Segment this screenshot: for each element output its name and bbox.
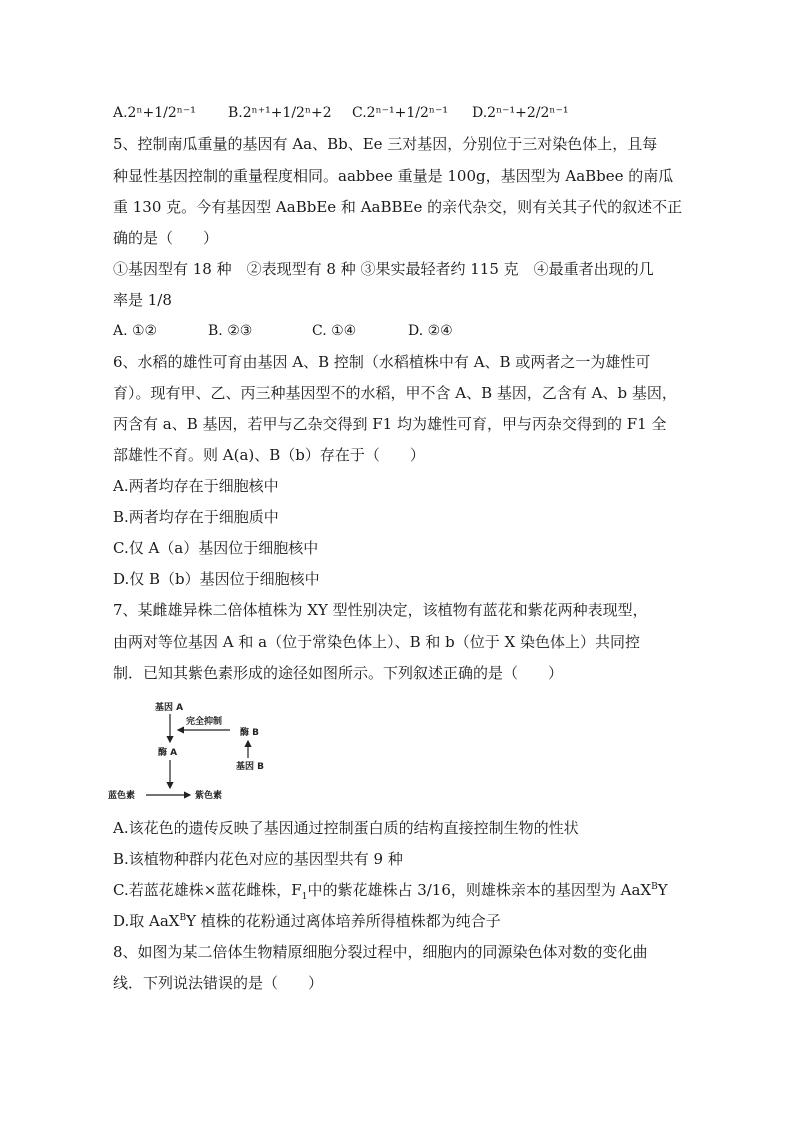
q7-option-a: A.该花色的遗传反映了基因通过控制蛋白质的结构直接控制生物的性状 — [113, 819, 579, 837]
q6-option-b: B.两者均存在于细胞质中 — [113, 508, 279, 526]
q5-line-6: 率是 1/8 — [113, 291, 172, 309]
q4-option-c: C.2ⁿ⁻¹+1/2ⁿ⁻¹ — [352, 105, 448, 121]
q4-option-a: A.2ⁿ+1/2ⁿ⁻¹ — [113, 105, 196, 121]
q7-option-b: B.该植物种群内花色对应的基因型共有 9 种 — [113, 850, 403, 868]
q7-option-c-post: Y — [657, 881, 668, 899]
q5-line-5: ①基因型有 18 种 ②表现型有 8 种 ③果实最轻者约 115 克 ④最重者出现的几 — [113, 260, 654, 278]
q8-line-1: 8、如图为某二倍体生物精原细胞分裂过程中，细胞内的同源染色体对数的变化曲 — [113, 943, 648, 961]
q5-option-b: B. ②③ — [208, 323, 253, 339]
q8-line-2: 线．下列说法错误的是（ ） — [113, 974, 324, 992]
q7-option-c-pre: C.若蓝花雄株×蓝花雌株，F — [113, 881, 302, 899]
diagram-enzyme-b: 酶 B — [240, 728, 259, 738]
diagram-gene-a: 基因 A — [155, 703, 184, 713]
q7-option-d — [113, 911, 501, 931]
pigment-pathway-diagram — [108, 698, 283, 808]
q6-line-3: 丙含有 a、B 基因，若甲与乙杂交得到 F1 均为雄性可育，甲与丙杂交得到的 F1 全 — [113, 415, 667, 433]
q5-option-a: A. ①② — [113, 323, 158, 339]
q4-option-b: B.2ⁿ⁺¹+1/2ⁿ+2 — [228, 105, 332, 121]
q7-option-d-post: Y 植株的花粉通过离体培养所得植株都为纯合子 — [186, 912, 501, 930]
q6-option-d: D.仅 B（b）基因位于细胞核中 — [113, 570, 320, 588]
diagram-blue-pigment: 蓝色素 — [108, 791, 136, 801]
q6-line-4: 部雄性不育。则 A(a)、B（b）存在于（ ） — [113, 446, 425, 464]
q5-option-d: D. ②④ — [408, 323, 453, 339]
q5-option-c: C. ①④ — [312, 323, 357, 339]
q6-option-c: C.仅 A（a）基因位于细胞核中 — [113, 539, 319, 557]
diagram-purple-pigment: 紫色素 — [195, 791, 223, 801]
q6-option-a: A.两者均存在于细胞核中 — [113, 477, 279, 495]
q7-option-c-mid: 中的紫花雄株占 3/16，则雄株亲本的基因型为 AaX — [307, 881, 652, 899]
diagram-gene-b: 基因 B — [236, 762, 264, 772]
q7-option-d-sup: B — [179, 913, 187, 923]
diagram-enzyme-a: 酶 A — [158, 748, 178, 758]
q7-line-2: 由两对等位基因 A 和 a（位于常染色体上）、B 和 b（位于 X 染色体上）共同控 — [113, 633, 640, 651]
q7-option-c-sub: 1 — [301, 892, 308, 902]
q7-option-c-sup: B — [651, 882, 658, 892]
q4-option-d: D.2ⁿ⁻¹+2/2ⁿ⁻¹ — [472, 105, 569, 121]
q6-line-2: 育）。现有甲、乙、丙三种基因型不的水稻，甲不含 A、B 基因，乙含有 A、b 基因， — [113, 384, 677, 402]
q5-line-3: 重 130 克。今有基因型 AaBbEe 和 AaBBEe 的亲代杂交，则有关其子代的叙述不正 — [113, 198, 683, 216]
q7-option-d-pre: D.取 AaX — [113, 912, 180, 930]
q7-line-3: 制．已知其紫色素形成的途径如图所示。下列叙述正确的是（ ） — [113, 664, 564, 682]
q5-line-1: 5、控制南瓜重量的基因有 Aa、Bb、Ee 三对基因，分别位于三对染色体上，且每 — [113, 135, 658, 153]
q5-line-4: 确的是（ ） — [113, 229, 219, 247]
q6-line-1: 6、水稻的雄性可育由基因 A、B 控制（水稻植株中有 A、B 或两者之一为雄性可 — [113, 353, 651, 371]
diagram-inhibit-label: 完全抑制 — [186, 717, 223, 727]
q5-line-2: 种显性基因控制的重量程度相同。aabbee 重量是 100g，基因型为 AaBbee 的南瓜 — [113, 167, 674, 185]
q7-option-c — [113, 880, 668, 900]
q7-line-1: 7、某雌雄异株二倍体植株为 XY 型性别决定，该植物有蓝花和紫花两种表现型， — [113, 601, 648, 619]
